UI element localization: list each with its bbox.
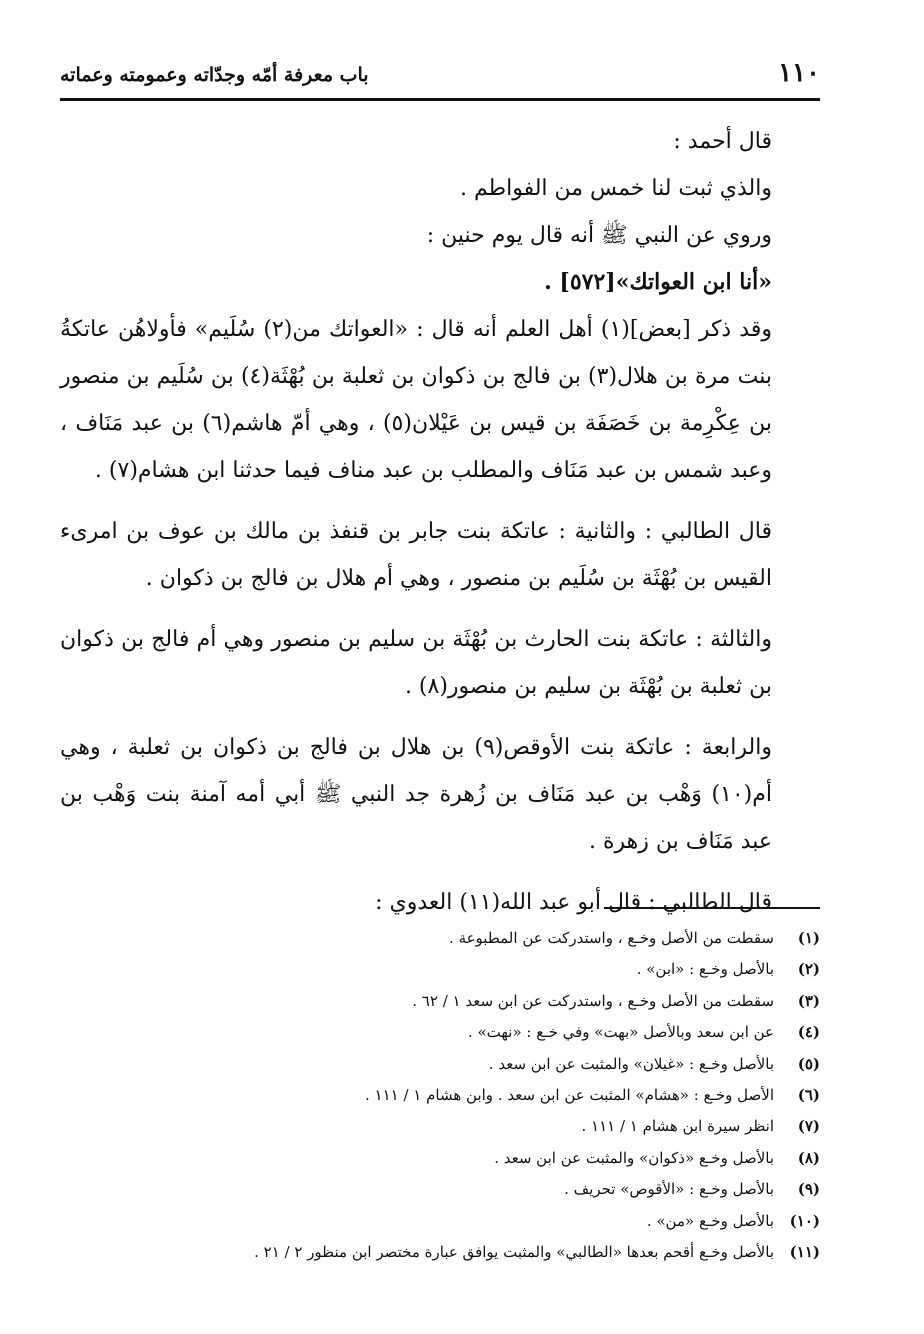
page-number: ١١٠ [778,58,820,88]
footnote-number: (١٠) [789,1211,820,1230]
footnote-number: (٦) [797,1085,820,1104]
footnote-text: انظر سيرة ابن هشام ١ / ١١١ . [581,1117,774,1136]
footnote-number: (١١) [789,1242,820,1261]
footnotes-list [60,923,820,1268]
footnote-text: بالأصل وخـع : «الأقوص» تحريف . [564,1180,774,1199]
footnote-number: (٨) [797,1148,820,1167]
footnote-number: (٤) [797,1023,820,1042]
paragraph-qala-ahmad: قال أحمد : [673,129,772,154]
footnote-text: بالأصل وخـع أقحم بعدها «الطالبي» والمثبت يوافق عبارة مختصر ابن منظور ٢ / ٢١ . [254,1242,774,1261]
paragraph-fawatim: والذي ثبت لنا خمس من الفواطم . [459,176,772,201]
footnote-text: سقطت من الأصل وخـع ، واستدركت عن المطبوعة . [449,929,774,947]
hadith-quote: «أنا ابن العواتك»[٥٧٢] . [544,269,772,295]
footnote-number: (٣) [797,991,820,1010]
footnote-item [60,1080,820,1111]
footnote-item [60,986,820,1017]
footnote-item [60,1237,820,1268]
footnote-text: بالأصل وخـع : «ابن» . [636,960,774,979]
footnote-text: الأصل وخـع : «هشام» المثبت عن ابن سعد . وابن هشام ١ / ١١١ . [364,1085,774,1104]
footnote-item [60,1206,820,1237]
footnote-item [60,923,820,954]
footnote-item [60,954,820,985]
footnote-number: (٧) [797,1117,820,1136]
footnote-number: (٥) [797,1054,820,1073]
footnote-item [60,1111,820,1142]
footnote-text: بالأصل وخـع : «غيلان» والمثبت عن ابن سعد . [488,1054,774,1073]
main-text [60,118,820,926]
footnote-item [60,1049,820,1080]
paragraph-adawi: قال الطالبي : قال أبو عبد الله(١١) العدوي : [375,890,772,915]
footnote-number: (٩) [797,1180,820,1199]
footnote-item [60,1017,820,1048]
paragraph-fourth-atika: والرابعة : عاتكة بنت الأوقص(٩) بن هلال بن فالج بن ذكوان بن ثعلبة ، وهي أم(١٠) وَهْب بن عبد مَنَاف بن زُهرة جد النبي ﷺ أبي أمه آمنة بنت وَهْب بن عبد مَنَاف بن زهرة . [60,735,772,854]
footnote-divider [604,907,820,909]
chapter-title: باب معرفة أمّه وجدّاته وعمومته وعماته [60,64,369,86]
footnote-text: سقطت من الأصل وخـع ، واستدركت عن ابن سعد ١ / ٦٢ . [412,991,774,1010]
paragraph-third-atika: والثالثة : عاتكة بنت الحارث بن بُهْثَة بن سليم بن منصور وهي أم فالج بن ذكوان بن ثعلبة بن بُهْثَة بن سليم بن منصور(٨) . [60,627,772,699]
running-header [60,54,820,101]
footnote-item [60,1143,820,1174]
footnote-number: (٢) [797,960,820,979]
footnote-text: بالأصل وخـع «ذكوان» والمثبت عن ابن سعد . [494,1148,774,1167]
footnote-item [60,1174,820,1205]
footnote-text: عن ابن سعد وبالأصل «بهت» وفي خـع : «نهت» . [467,1023,774,1042]
paragraph-hunain: وروي عن النبي ﷺ أنه قال يوم حنين : [426,223,772,248]
footnote-text: بالأصل وخـع «من» . [646,1211,774,1230]
footnote-number: (١) [797,929,820,947]
paragraph-first-atika: وقد ذكر [بعض](١) أهل العلم أنه قال : «العواتك من(٢) سُلَيم» فأولاهُن عاتكةُ بنت مرة بن هلال(٣) بن فالج بن ذكوان بن ثعلبة بن بُهْثَة(٤) بن سُلَيم بن منصور بن عِكْرِمة بن خَصَفَة بن قيس بن عَيْلان(٥) ، وهي أمّ هاشم(٦) بن عبد مَنَاف ، وعبد شمس بن عبد مَنَاف والمطلب بن عبد مناف فيما حدثنا ابن هشام(٧) . [60,317,773,483]
paragraph-second-atika: قال الطالبي : والثانية : عاتكة بنت جابر بن قنفذ بن مالك بن عوف بن امرىء القيس بن بُهْثَة بن سُلَيم بن منصور ، وهي أم هلال بن فالج بن ذكوان . [60,519,772,591]
